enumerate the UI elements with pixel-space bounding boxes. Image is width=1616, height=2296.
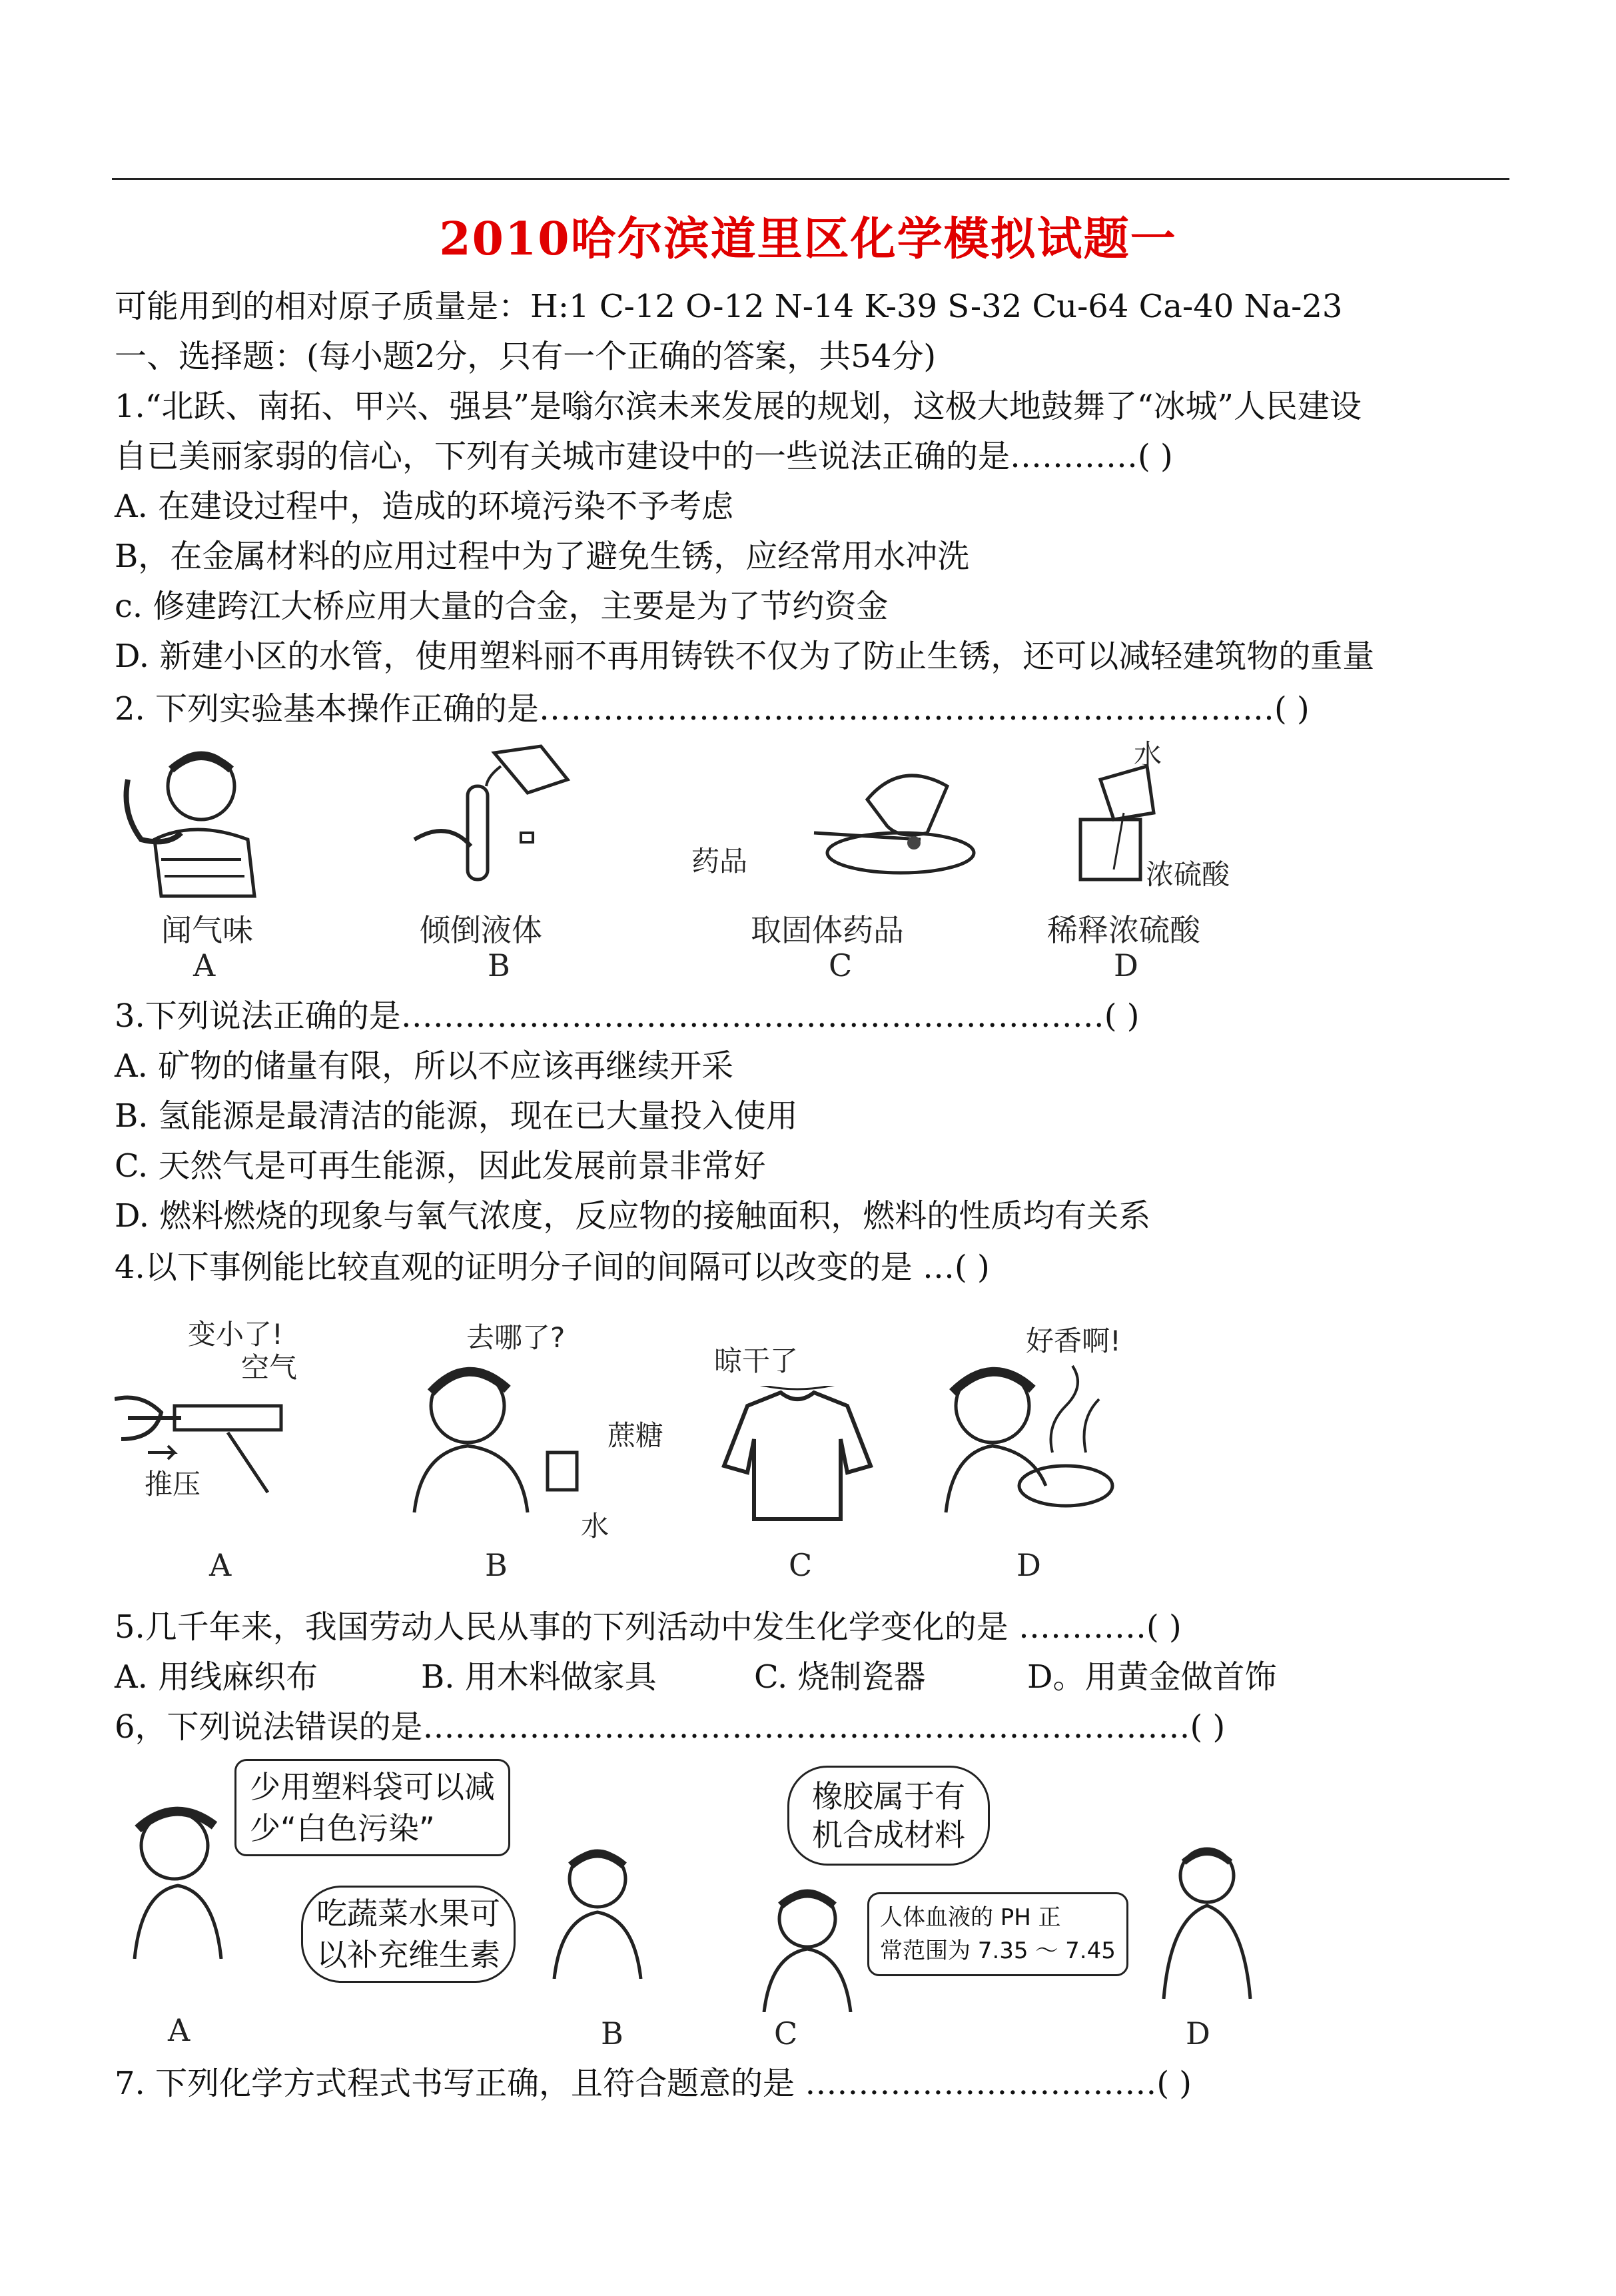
q6-figure-girl — [115, 1792, 254, 1959]
q3-option-a: A. 矿物的储量有限，所以不应该再继续开采 — [115, 1047, 734, 1085]
q1-option-d: D. 新建小区的水管，使用塑料丽不再用铸铁不仅为了防止生锈，还可以减轻建筑物的重量 — [115, 638, 1375, 675]
q4-label-a-2: 空气 — [241, 1351, 298, 1384]
q2-label-water: 水 — [1134, 738, 1162, 771]
q4-label-a-3: 推压 — [145, 1468, 201, 1500]
q1-option-b: B，在金属材料的应用过程中为了避免生锈，应经常用水冲洗 — [115, 538, 970, 575]
q6-bubble-d-line-1: 人体血液的 PH 正 — [880, 1904, 1061, 1931]
q6-bubble-d-line-2: 常范围为 7.35 ～ 7.45 — [880, 1938, 1116, 1964]
q5-option-c: C. 烧制瓷器 — [754, 1658, 926, 1696]
q2-figures — [115, 740, 1513, 993]
q2-letter-c: C — [829, 947, 853, 983]
q4-label-c-1: 晾干了 — [714, 1345, 799, 1377]
man-listener-icon — [1154, 1839, 1260, 1999]
q6-figure-man-d — [1154, 1839, 1260, 1999]
q1-stem-1: 1.“北跃、南拓、甲兴、强县”是嗡尔滨未来发展的规划，这极大地鼓舞了“冰城”人民建设 — [115, 388, 1362, 425]
pouring-liquid-icon — [408, 740, 581, 899]
q4-label-d-1: 好香啊! — [1026, 1325, 1121, 1357]
q6-figure-man-c — [754, 1879, 861, 2012]
q3-option-b: B. 氢能源是最清洁的能源，现在已大量投入使用 — [115, 1097, 798, 1135]
q2-label-reagent: 药品 — [691, 845, 748, 877]
q6-bubble-c-line-1: 橡胶属于有 — [812, 1778, 965, 1814]
page-title: 2010哈尔滨道里区化学模拟试题一 — [439, 213, 1177, 266]
q2-figure-c — [754, 760, 981, 879]
q4-figure-d — [933, 1353, 1139, 1519]
q2-label-acid: 浓硫酸 — [1146, 858, 1230, 891]
q5-stem: 5.几千年来，我国劳动人民从事的下列活动中发生化学变化的是 …………( ) — [115, 1608, 1182, 1646]
q5-option-a: A. 用线麻织布 — [115, 1658, 318, 1696]
q4-figures — [115, 1313, 1513, 1599]
q3-stem: 3.下列说法正确的是…………………………………………………………( ) — [115, 997, 1140, 1035]
q6-letter-a: A — [168, 2012, 191, 2048]
q4-letter-c: C — [789, 1547, 813, 1583]
section-heading: 一、选择题：(每小题2分，只有一个正确的答案，共54分) — [115, 338, 937, 375]
q1-option-c: c. 修建跨江大桥应用大量的合金，主要是为了节约资金 — [115, 588, 889, 625]
q5-options — [115, 1656, 1277, 1698]
girl-speaker-icon — [115, 1792, 254, 1959]
header-rule — [112, 178, 1509, 180]
atomic-masses: 可能用到的相对原子质量是：H:1 C-12 O-12 N-14 K-39 S-32 Cu-64 Ca-40 Na-23 — [115, 288, 1343, 325]
q6-bubble-b-line-1: 吃蔬菜水果可 — [316, 1896, 500, 1932]
man-speaker-icon — [754, 1879, 861, 2012]
q6-bubble-b-line-2: 以补充维生素 — [316, 1937, 500, 1973]
q6-letter-d: D — [1186, 2015, 1210, 2051]
q6-bubble-c-line-2: 机合成材料 — [812, 1817, 965, 1853]
q2-caption-a: 闻气味 — [161, 912, 253, 948]
q2-letter-d: D — [1114, 947, 1138, 983]
q6-bubble-b — [301, 1886, 516, 1983]
q7-stem: 7. 下列化学方式程式书写正确，且符合题意的是 ……………………………( ) — [115, 2065, 1192, 2102]
q2-figure-b — [408, 740, 581, 899]
q2-caption-c: 取固体药品 — [751, 912, 904, 948]
q4-label-b-3: 水 — [581, 1510, 609, 1542]
smelling-person-icon — [115, 740, 274, 899]
q6-bubble-a — [234, 1759, 510, 1856]
solid-reagent-icon — [754, 760, 981, 879]
q3-option-c: C. 天然气是可再生能源，因此发展前景非常好 — [115, 1147, 766, 1185]
q6-letter-c: C — [774, 2015, 798, 2051]
q1-stem-2: 自已美丽家弱的信心，下列有关城市建设中的一些说法正确的是…………( ) — [115, 438, 1173, 475]
girl-with-cup-icon — [394, 1353, 614, 1519]
q6-stem: 6，下列说法错误的是………………………………………………………………( ) — [115, 1708, 1226, 1746]
q5-option-d: D。用黄金做首饰 — [1027, 1658, 1277, 1696]
q2-caption-b: 倾倒液体 — [420, 912, 542, 948]
q6-bubble-a-line-1: 少用塑料袋可以减 — [250, 1769, 495, 1805]
q4-letter-d: D — [1016, 1547, 1041, 1583]
q2-letter-a: A — [193, 947, 216, 983]
q6-bubble-c — [787, 1766, 990, 1866]
q2-stem: 2. 下列实验基本操作正确的是……………………………………………………………( ) — [115, 690, 1310, 728]
q6-bubble-d — [867, 1892, 1128, 1976]
cooking-woman-icon — [933, 1353, 1139, 1519]
q6-bubble-a-line-2: 少“白色污染” — [250, 1810, 435, 1846]
boy-speaker-icon — [541, 1839, 654, 1979]
q4-figure-b — [394, 1353, 614, 1519]
q4-label-a-1: 变小了! — [188, 1318, 283, 1351]
q4-label-b-1: 去哪了? — [466, 1321, 566, 1354]
q2-caption-d: 稀释浓硫酸 — [1047, 912, 1200, 948]
q5-option-b: B. 用木料做家具 — [421, 1658, 657, 1696]
q4-figure-c — [721, 1386, 874, 1526]
q6-figure-boy — [541, 1839, 654, 1979]
shirt-icon — [721, 1386, 874, 1526]
q4-stem: 4.以下事例能比较直观的证明分子间的间隔可以改变的是 …( ) — [115, 1249, 990, 1286]
q4-letter-a: A — [209, 1547, 232, 1583]
q6-letter-b: B — [601, 2015, 623, 2051]
q2-figure-a — [115, 740, 274, 899]
q4-figure-a — [115, 1373, 288, 1499]
q1-option-a: A. 在建设过程中，造成的环境污染不予考虑 — [115, 488, 734, 525]
q4-label-b-2: 蔗糖 — [607, 1419, 664, 1452]
syringe-icon — [115, 1373, 288, 1499]
q3-option-d: D. 燃料燃烧的现象与氧气浓度，反应物的接触面积，燃料的性质均有关系 — [115, 1197, 1151, 1235]
q6-figures — [115, 1759, 1513, 2079]
q2-letter-b: B — [488, 947, 510, 983]
q4-letter-b: B — [485, 1547, 508, 1583]
